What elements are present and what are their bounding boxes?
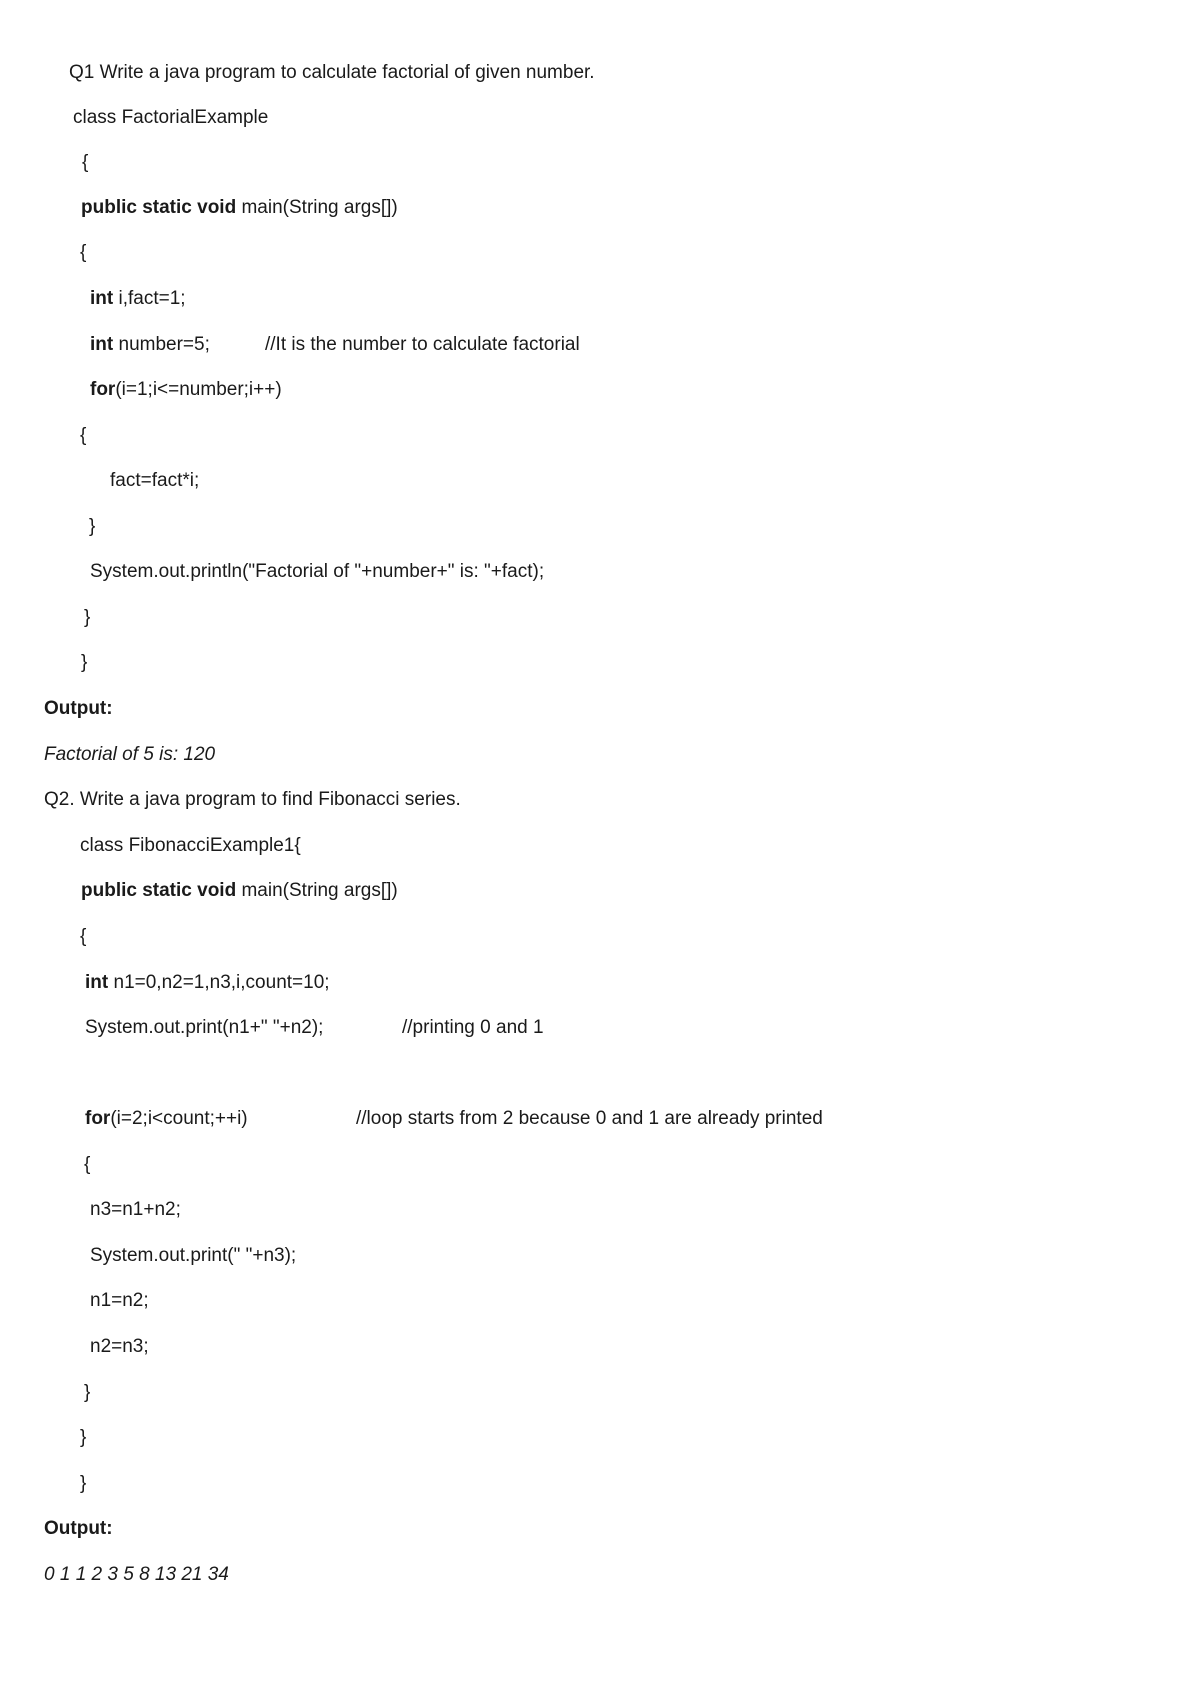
q2-heading: Q2. Write a java program to find Fibonacci series. (44, 789, 461, 810)
q2-statement-4: n2=n3; (90, 1336, 149, 1357)
q2-int-keyword: int (85, 972, 109, 993)
q1-main-params: main(String args[]) (236, 197, 398, 218)
q2-comment-print: //printing 0 and 1 (402, 1017, 544, 1038)
q1-for-keyword: for (90, 379, 116, 400)
q2-open-main-brace: { (80, 926, 87, 947)
q2-for-keyword: for (85, 1108, 111, 1129)
q1-close-class-brace: } (81, 652, 88, 673)
q1-print-statement: System.out.println("Factorial of "+number+" is: "+fact); (90, 561, 545, 582)
q1-open-class-brace: { (82, 152, 89, 173)
q2-declaration (85, 971, 330, 995)
q1-main-signature (81, 196, 398, 220)
q1-for-condition: (i=1;i<=number;i++) (115, 379, 282, 400)
q1-heading: Q1 Write a java program to calculate factorial of given number. (69, 62, 595, 83)
q1-int-keyword-1: int (90, 288, 114, 309)
q2-class-declaration: class FibonacciExample1{ (80, 835, 301, 856)
q2-declaration-text: n1=0,n2=1,n3,i,count=10; (108, 972, 330, 993)
q1-main-keywords: public static void (81, 197, 237, 218)
q1-declaration-1 (90, 287, 186, 311)
q2-close-main-brace: } (80, 1427, 87, 1448)
q1-open-for-brace: { (80, 425, 87, 446)
q2-open-for-brace: { (84, 1154, 91, 1175)
q1-output-value: Factorial of 5 is: 120 (44, 744, 216, 765)
q2-main-params: main(String args[]) (236, 880, 398, 901)
q2-close-class-brace: } (80, 1473, 87, 1494)
q2-print-first: System.out.print(n1+" "+n2); (85, 1017, 324, 1038)
q2-output-value: 0 1 1 2 3 5 8 13 21 34 (44, 1564, 229, 1585)
q2-for-loop (85, 1107, 248, 1131)
q1-comment-number: //It is the number to calculate factorial (265, 334, 580, 355)
q1-declaration-1-text: i,fact=1; (113, 288, 186, 309)
q1-close-for-brace: } (89, 516, 96, 537)
q2-statement-3: n1=n2; (90, 1290, 149, 1311)
q2-output-label: Output: (44, 1518, 113, 1539)
q1-close-main-brace: } (84, 607, 91, 628)
q2-main-keywords: public static void (81, 880, 237, 901)
q1-open-main-brace: { (80, 242, 87, 263)
q1-int-keyword-2: int (90, 334, 114, 355)
q1-declaration-2-text: number=5; (113, 334, 210, 355)
q2-statement-2: System.out.print(" "+n3); (90, 1245, 297, 1266)
q1-declaration-2 (90, 333, 210, 357)
q2-comment-loop: //loop starts from 2 because 0 and 1 are already printed (356, 1108, 823, 1129)
q2-for-condition: (i=2;i<count;++i) (110, 1108, 248, 1129)
q2-main-signature (81, 879, 398, 903)
q1-loop-body: fact=fact*i; (110, 470, 200, 491)
q1-output-label: Output: (44, 698, 113, 719)
q2-close-for-brace: } (84, 1382, 91, 1403)
q1-for-loop (90, 378, 282, 402)
q1-class-declaration: class FactorialExample (73, 107, 269, 128)
q2-statement-1: n3=n1+n2; (90, 1199, 181, 1220)
